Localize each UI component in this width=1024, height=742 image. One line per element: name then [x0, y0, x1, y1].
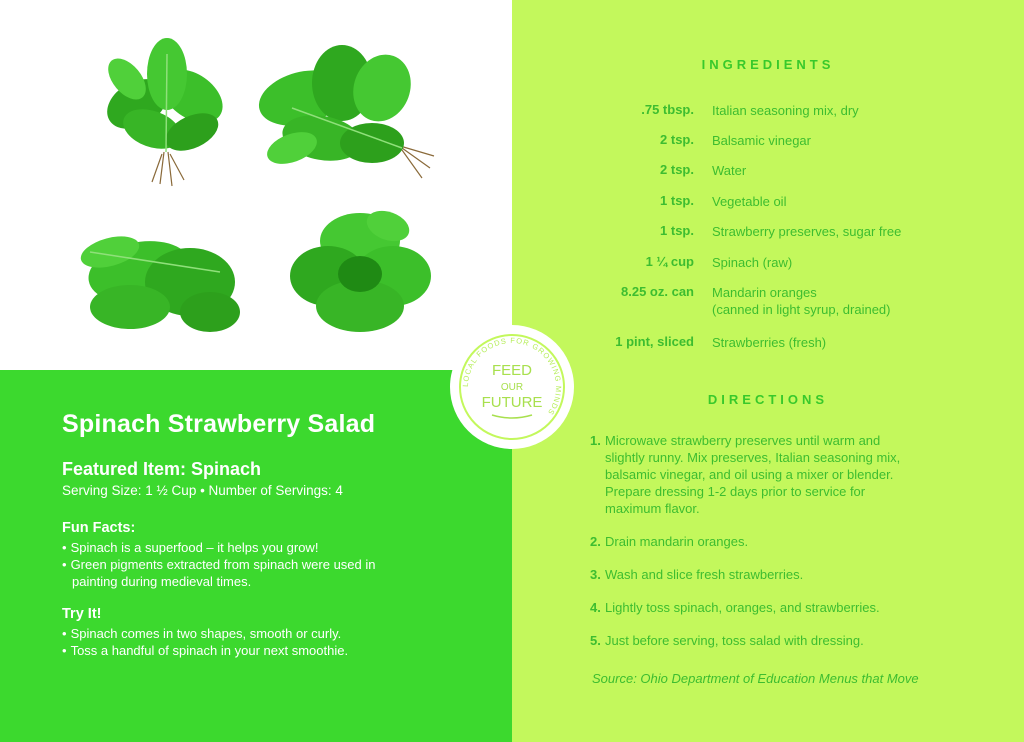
- direction-step: [590, 432, 920, 517]
- try-it-list: [62, 625, 422, 659]
- directions-heading: DIRECTIONS: [707, 392, 829, 407]
- recipe-info-panel: [0, 370, 512, 742]
- directions-list: [590, 432, 920, 665]
- spinach-photo: [0, 0, 512, 370]
- ingredient-name-line: Mandarin oranges: [712, 285, 817, 300]
- spinach-bunch-image: [278, 196, 443, 341]
- ingredient-qty: 2 tsp.: [660, 132, 694, 147]
- step-number: 3.: [590, 567, 601, 582]
- ingredient-qty: 2 tsp.: [660, 162, 694, 177]
- ingredient-name: Strawberry preserves, sugar free: [712, 224, 902, 239]
- ingredient-name: Spinach (raw): [712, 255, 793, 270]
- ingredient-name: Vegetable oil: [712, 194, 787, 209]
- ingredient-name: Balsamic vinegar: [712, 133, 811, 148]
- svg-text:LOCAL FOODS FOR GROWING MINDS: LOCAL FOODS FOR GROWING MINDS: [460, 335, 564, 418]
- svg-text:OUR: OUR: [500, 382, 524, 393]
- direction-step: [590, 533, 920, 550]
- list-item: • Spinach is a superfood – it helps you grow!: [62, 539, 402, 556]
- spinach-bunch-image: [92, 34, 242, 194]
- ingredient-qty: 1 tsp.: [660, 193, 694, 208]
- list-item: • Green pigments extracted from spinach were used in painting during medieval times.: [62, 556, 402, 590]
- recipe-source: Source: Ohio Department of Education Menus that Move: [592, 671, 919, 686]
- step-number: 5.: [590, 633, 601, 648]
- direction-step: [590, 566, 920, 583]
- svg-text:FUTURE: FUTURE: [481, 394, 543, 411]
- fun-facts-heading: Fun Facts:: [62, 520, 136, 536]
- step-number: 2.: [590, 534, 601, 549]
- try-it-heading: Try It!: [62, 606, 102, 622]
- ingredients-heading: INGREDIENTS: [701, 57, 835, 72]
- step-text: Lightly toss spinach, oranges, and strawberries.: [605, 600, 880, 615]
- ingredient-name: Italian seasoning mix, dry: [712, 103, 859, 118]
- step-number: 1.: [590, 433, 601, 448]
- recipe-title: Spinach Strawberry Salad: [62, 410, 376, 438]
- ingredient-name: Water: [712, 163, 747, 178]
- step-text: Drain mandarin oranges.: [605, 534, 749, 549]
- list-item: • Spinach comes in two shapes, smooth or curly.: [62, 625, 422, 642]
- ingredient-qty: 8.25 oz. can: [621, 284, 694, 299]
- ingredient-qty: .75 tbsp.: [641, 102, 694, 117]
- serving-info: Serving Size: 1 ½ Cup • Number of Servings: 4: [62, 483, 343, 498]
- svg-text:FEED: FEED: [491, 362, 533, 379]
- recipe-details-panel: [512, 0, 1024, 742]
- direction-step: [590, 599, 920, 616]
- ingredient-name: Strawberries (fresh): [712, 335, 827, 350]
- step-number: 4.: [590, 600, 601, 615]
- spinach-bunch-image: [70, 212, 250, 342]
- step-text: Microwave strawberry preserves until warm and slightly runny. Mix preserves, Italian seasoning mix, balsamic vinegar, and oil using a mixer or blender. Prepare dressing 1-2 days prior to service for maximum flavor.: [605, 433, 901, 516]
- ingredient-qty: 1 pint, sliced: [615, 334, 694, 349]
- fun-facts-list: [62, 539, 402, 590]
- ingredient-name: [712, 284, 891, 318]
- step-text: Wash and slice fresh strawberries.: [605, 567, 804, 582]
- ingredient-note: (canned in light syrup, drained): [712, 302, 891, 317]
- spinach-bunch-image: [252, 38, 442, 198]
- ingredient-qty: 1 ¼ cup: [645, 254, 694, 269]
- feed-our-future-logo: [448, 323, 576, 451]
- featured-item: Featured Item: Spinach: [62, 459, 262, 479]
- step-text: Just before serving, toss salad with dressing.: [605, 633, 864, 648]
- direction-step: [590, 632, 920, 649]
- list-item: • Toss a handful of spinach in your next smoothie.: [62, 642, 422, 659]
- ingredient-qty: 1 tsp.: [660, 223, 694, 238]
